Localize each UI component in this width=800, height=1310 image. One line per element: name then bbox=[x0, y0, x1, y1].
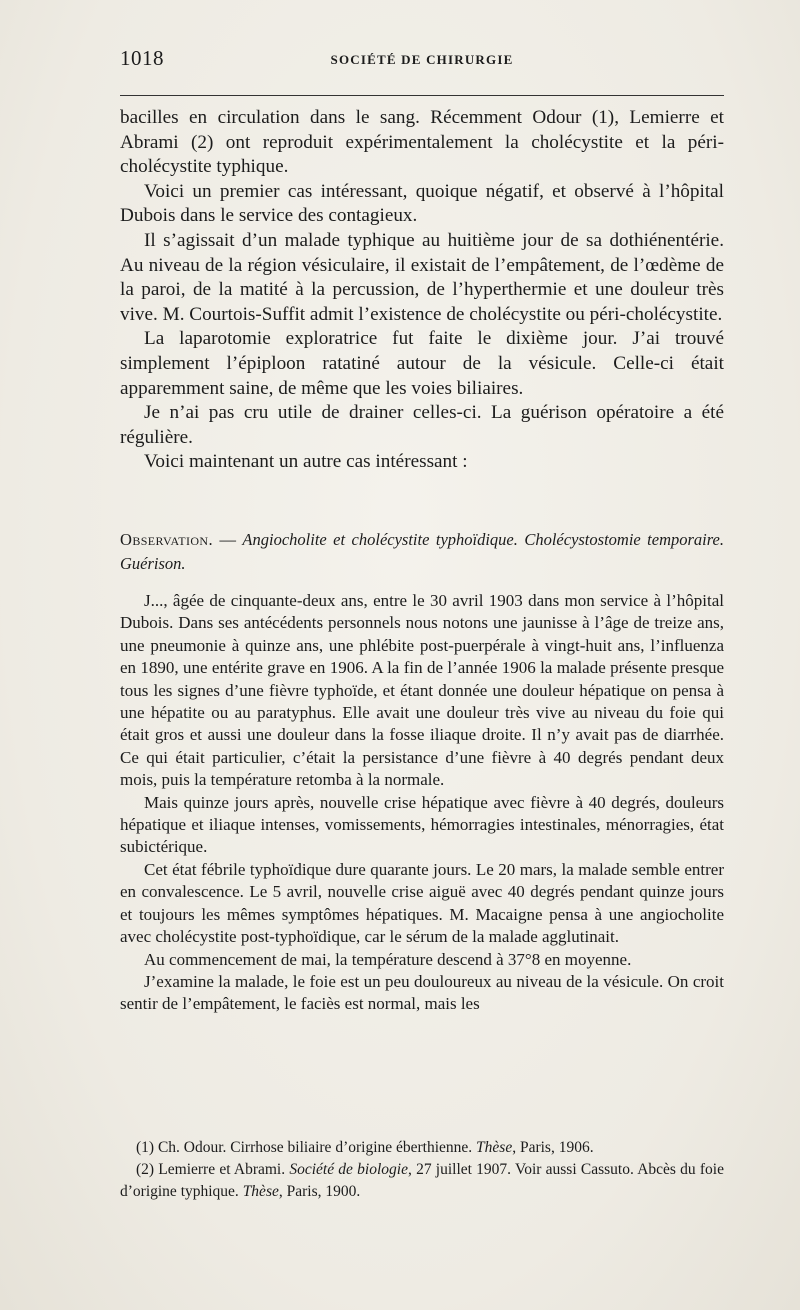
paragraph: La laparotomie exploratrice fut faite le dixième jour. J’ai trouvé simplement l’épiploon ratatiné autour de la vésicule. Celle-ci était apparemment saine, de même que les voies biliaires. bbox=[120, 328, 724, 399]
case-text bbox=[120, 590, 724, 1016]
paragraph: Il s’agissait d’un malade typhique au huitième jour de sa dothiénentérie. Au niveau de la région vésiculaire, il existait de l’empâtement, de l’œdème de la paroi, de la matité à la percussion, de l’hyperthermie et une douleur très vive. M. Courtois-Suffit admit l’existence de cholécystite ou péri-cholécystite. bbox=[120, 229, 724, 325]
footnote-text: (1) Ch. Odour. Cirrhose biliaire d’origine éberthienne. bbox=[136, 1139, 477, 1156]
footnote-text: (2) Lemierre et Abrami. bbox=[136, 1161, 290, 1178]
case-paragraph: Cet état fébrile typhoïdique dure quarante jours. Le 20 mars, la malade semble entrer en convalescence. Le 5 avril, nouvelle crise aiguë avec 40 degrés pendant quinze jours et toujours les mêmes symptômes hépatiques. M. Macaigne pensa à une angiocholite avec cholécystite post-typhoïdique, car le sérum de la malade agglutinait. bbox=[120, 859, 724, 947]
footnote-italic: Société de biologie bbox=[289, 1161, 408, 1178]
paragraph: Voici un premier cas intéressant, quoique négatif, et observé à l’hôpital Dubois dans le service des contagieux. bbox=[120, 180, 724, 227]
footnote-italic: Thèse bbox=[476, 1139, 513, 1156]
footnote-text: , Paris, 1906. bbox=[512, 1139, 594, 1156]
paragraph: bacilles en circulation dans le sang. Récemment Odour (1), Lemierre et Abrami (2) ont reproduit expérimentalement la cholécystite et la péri-cholécystite typhique. bbox=[120, 107, 724, 178]
observation-label: Observation. bbox=[120, 530, 214, 549]
case-paragraph: Au commencement de mai, la température descend à 37°8 en moyenne. bbox=[144, 949, 632, 969]
observation-heading bbox=[120, 528, 724, 576]
case-paragraph: J..., âgée de cinquante-deux ans, entre le 30 avril 1903 dans mon service à l’hôpital Dubois. Dans ses antécédents personnels nous notons une jaunisse à l’âge de treize ans, une pneumonie à quinze ans, une phlébite post-puerpérale à vingt-huit ans, l’influenza en 1890, une entérite grave en 1906. A la fin de l’année 1906 la malade présente presque tous les signes d’une fièvre typhoïde, et étant donnée une douleur hépatique on pensa à une hépatite ou au paratyphus. Elle avait une douleur très vive au niveau du foie qui était gros et aussi une douleur dans la fosse iliaque droite. Il n’y avait pas de diarrhée. Ce qui était particulier, c’était la persistance d’une fièvre à 40 degrés pendant deux mois, puis la température retomba à la normale. bbox=[120, 591, 724, 790]
header-rule bbox=[120, 95, 724, 96]
footnote-text: , 27 juillet 1907. Voir aussi Cassuto. Abcès du foie d’origine typhique. bbox=[120, 1161, 724, 1200]
footnote-2 bbox=[120, 1159, 724, 1203]
footnote-italic: Thèse bbox=[242, 1183, 279, 1200]
paragraph: Je n’ai pas cru utile de drainer celles-ci. La guérison opératoire a été régulière. bbox=[120, 402, 724, 448]
page-header bbox=[120, 46, 724, 76]
body-text bbox=[120, 106, 724, 475]
page-number: 1018 bbox=[120, 46, 164, 70]
observation-dash: — bbox=[213, 530, 243, 549]
case-paragraph: J’examine la malade, le foie est un peu douloureux au niveau de la vésicule. On croit sentir de l’empâtement, le faciès est normal, mais les bbox=[120, 971, 724, 1014]
case-paragraph: Mais quinze jours après, nouvelle crise hépatique avec fièvre à 40 degrés, douleurs hépatique et iliaque intenses, vomissements, hémorragies intestinales, ménorragies, état subictérique. bbox=[120, 792, 724, 857]
footnote-text: , Paris, 1900. bbox=[278, 1183, 361, 1200]
running-title: SOCIÉTÉ DE CHIRURGIE bbox=[330, 52, 514, 67]
paragraph: Voici maintenant un autre cas intéressant : bbox=[144, 451, 468, 473]
footnote-1 bbox=[120, 1137, 724, 1159]
observation-title: Angiocholite et cholécystite typhoïdique. Cholécystostomie temporaire. Guérison. bbox=[120, 530, 725, 573]
footnotes bbox=[120, 1137, 724, 1203]
